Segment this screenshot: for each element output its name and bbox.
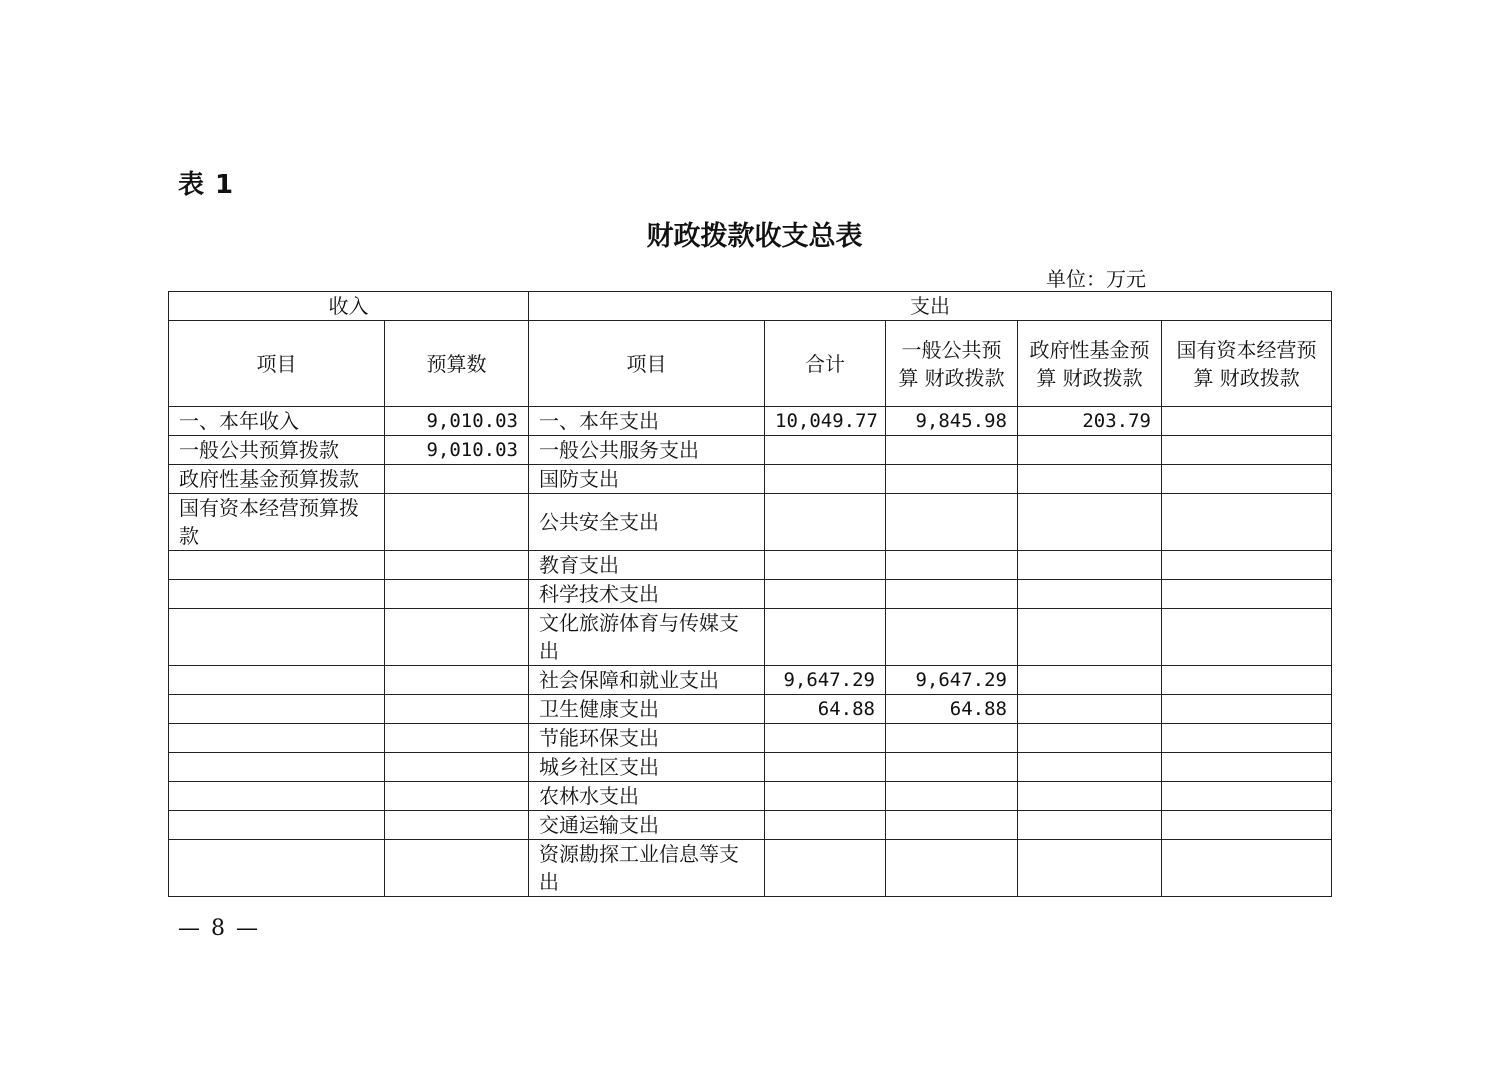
income-budget-cell	[385, 494, 529, 551]
gov-fund-cell	[1018, 840, 1162, 897]
income-item-cell	[169, 551, 385, 580]
state-capital-cell	[1162, 609, 1332, 666]
gov-fund-cell	[1018, 811, 1162, 840]
state-capital-cell	[1162, 840, 1332, 897]
general-public-header: 一般公共预算 财政拨款	[886, 321, 1018, 407]
income-item-cell: 一般公共预算拨款	[169, 436, 385, 465]
gov-fund-cell	[1018, 465, 1162, 494]
income-budget-cell	[385, 724, 529, 753]
total-cell: 64.88	[765, 695, 886, 724]
group-header-row	[169, 292, 1332, 321]
table-row	[169, 724, 1332, 753]
income-budget-cell	[385, 753, 529, 782]
income-item-cell	[169, 580, 385, 609]
expense-item-cell: 一般公共服务支出	[529, 436, 765, 465]
total-cell	[765, 551, 886, 580]
table-body	[169, 407, 1332, 897]
expense-item-header: 项目	[529, 321, 765, 407]
general-public-cell: 9,845.98	[886, 407, 1018, 436]
income-item-cell: 政府性基金预算拨款	[169, 465, 385, 494]
table-row	[169, 465, 1332, 494]
gov-fund-cell: 203.79	[1018, 407, 1162, 436]
income-budget-cell: 9,010.03	[385, 436, 529, 465]
income-item-cell: 一、本年收入	[169, 407, 385, 436]
expense-item-cell: 国防支出	[529, 465, 765, 494]
state-capital-cell	[1162, 436, 1332, 465]
state-capital-cell	[1162, 753, 1332, 782]
total-cell	[765, 840, 886, 897]
gov-fund-cell	[1018, 782, 1162, 811]
table-row	[169, 753, 1332, 782]
income-item-cell	[169, 609, 385, 666]
total-cell	[765, 465, 886, 494]
income-budget-cell	[385, 782, 529, 811]
income-budget-header: 预算数	[385, 321, 529, 407]
gov-fund-cell	[1018, 609, 1162, 666]
state-capital-cell	[1162, 407, 1332, 436]
fiscal-summary-table	[168, 291, 1332, 897]
general-public-cell	[886, 782, 1018, 811]
total-cell	[765, 580, 886, 609]
income-item-cell	[169, 782, 385, 811]
expense-item-cell: 文化旅游体育与传媒支出	[529, 609, 765, 666]
income-budget-cell: 9,010.03	[385, 407, 529, 436]
total-cell	[765, 753, 886, 782]
general-public-cell: 64.88	[886, 695, 1018, 724]
expense-item-cell: 社会保障和就业支出	[529, 666, 765, 695]
state-capital-cell	[1162, 695, 1332, 724]
state-capital-cell	[1162, 551, 1332, 580]
income-item-cell	[169, 724, 385, 753]
expense-item-cell: 交通运输支出	[529, 811, 765, 840]
table-row	[169, 436, 1332, 465]
state-capital-cell	[1162, 465, 1332, 494]
income-item-cell	[169, 753, 385, 782]
income-budget-cell	[385, 551, 529, 580]
table-row	[169, 666, 1332, 695]
total-cell	[765, 609, 886, 666]
state-capital-cell	[1162, 724, 1332, 753]
table-row	[169, 609, 1332, 666]
expense-item-cell: 资源勘探工业信息等支出	[529, 840, 765, 897]
gov-fund-cell	[1018, 753, 1162, 782]
expense-item-cell: 卫生健康支出	[529, 695, 765, 724]
income-item-header: 项目	[169, 321, 385, 407]
expense-item-cell: 一、本年支出	[529, 407, 765, 436]
general-public-cell	[886, 724, 1018, 753]
page-number: — 8 —	[178, 916, 260, 941]
gov-fund-cell	[1018, 695, 1162, 724]
total-cell	[765, 811, 886, 840]
table-row	[169, 580, 1332, 609]
expense-item-cell: 城乡社区支出	[529, 753, 765, 782]
gov-fund-cell	[1018, 724, 1162, 753]
general-public-cell	[886, 465, 1018, 494]
document-title-text: 财政拨款收支总表	[646, 221, 863, 252]
general-public-cell	[886, 753, 1018, 782]
expense-item-cell: 公共安全支出	[529, 494, 765, 551]
income-budget-cell	[385, 811, 529, 840]
table-row	[169, 551, 1332, 580]
gov-fund-header: 政府性基金预算 财政拨款	[1018, 321, 1162, 407]
column-header-row	[169, 321, 1332, 407]
income-budget-cell	[385, 465, 529, 494]
document-title	[0, 214, 1509, 253]
table-label: 表 1	[178, 170, 235, 200]
gov-fund-cell	[1018, 436, 1162, 465]
gov-fund-cell	[1018, 666, 1162, 695]
general-public-cell	[886, 840, 1018, 897]
income-budget-cell	[385, 695, 529, 724]
expense-item-cell: 教育支出	[529, 551, 765, 580]
income-budget-cell	[385, 609, 529, 666]
state-capital-cell	[1162, 580, 1332, 609]
table-row	[169, 840, 1332, 897]
income-item-cell	[169, 811, 385, 840]
general-public-cell	[886, 436, 1018, 465]
expense-item-cell: 节能环保支出	[529, 724, 765, 753]
state-capital-header: 国有资本经营预算 财政拨款	[1162, 321, 1332, 407]
table-row	[169, 494, 1332, 551]
table-row	[169, 695, 1332, 724]
income-item-cell	[169, 840, 385, 897]
expense-item-cell: 农林水支出	[529, 782, 765, 811]
general-public-cell: 9,647.29	[886, 666, 1018, 695]
total-cell: 9,647.29	[765, 666, 886, 695]
table-row	[169, 782, 1332, 811]
total-cell	[765, 782, 886, 811]
state-capital-cell	[1162, 494, 1332, 551]
gov-fund-cell	[1018, 494, 1162, 551]
state-capital-cell	[1162, 782, 1332, 811]
total-cell: 10,049.77	[765, 407, 886, 436]
total-cell	[765, 724, 886, 753]
income-budget-cell	[385, 580, 529, 609]
total-cell	[765, 494, 886, 551]
total-cell	[765, 436, 886, 465]
income-group-header: 收入	[169, 292, 529, 321]
income-item-cell: 国有资本经营预算拨款	[169, 494, 385, 551]
gov-fund-cell	[1018, 551, 1162, 580]
general-public-cell	[886, 494, 1018, 551]
income-budget-cell	[385, 840, 529, 897]
general-public-cell	[886, 551, 1018, 580]
total-header: 合计	[765, 321, 886, 407]
expense-group-header: 支出	[529, 292, 1332, 321]
income-item-cell	[169, 666, 385, 695]
general-public-cell	[886, 609, 1018, 666]
gov-fund-cell	[1018, 580, 1162, 609]
state-capital-cell	[1162, 666, 1332, 695]
state-capital-cell	[1162, 811, 1332, 840]
income-budget-cell	[385, 666, 529, 695]
expense-item-cell: 科学技术支出	[529, 580, 765, 609]
unit-label: 单位：万元	[1046, 267, 1146, 291]
income-item-cell	[169, 695, 385, 724]
table-row	[169, 407, 1332, 436]
general-public-cell	[886, 811, 1018, 840]
table-row	[169, 811, 1332, 840]
general-public-cell	[886, 580, 1018, 609]
